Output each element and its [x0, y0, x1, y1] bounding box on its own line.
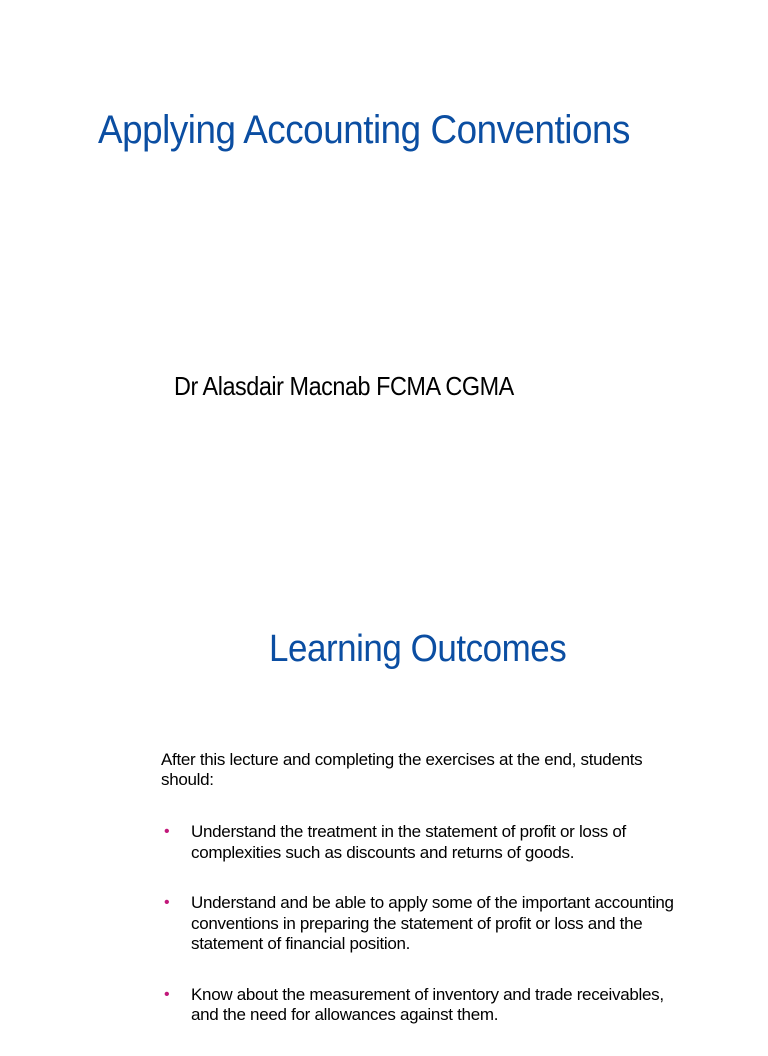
bullet-icon: • — [164, 823, 170, 840]
bullet-icon: • — [164, 894, 170, 911]
list-item-text: Understand and be able to apply some of the important accounting conventions in preparing the statement of profit or loss and the statement of financial position. — [191, 893, 674, 953]
learning-outcomes-slide — [0, 560, 768, 1024]
list-item — [161, 822, 681, 863]
author-name: Dr Alasdair Macnab FCMA CGMA — [174, 371, 514, 401]
list-item-text: Understand the treatment in the statement of profit or loss of complexities such as discounts and returns of goods. — [191, 822, 626, 862]
outcomes-intro: After this lecture and completing the exercises at the end, students should: — [161, 750, 643, 789]
outcomes-list — [161, 822, 681, 1056]
slide-title: Applying Accounting Conventions — [98, 108, 630, 152]
list-item — [161, 985, 681, 1026]
outcomes-title: Learning Outcomes — [269, 628, 567, 670]
bullet-icon: • — [164, 985, 170, 1003]
list-item — [161, 893, 681, 955]
list-item-text: Know about the measurement of inventory and trade receivables, and the need for allowances against them. — [191, 984, 664, 1024]
